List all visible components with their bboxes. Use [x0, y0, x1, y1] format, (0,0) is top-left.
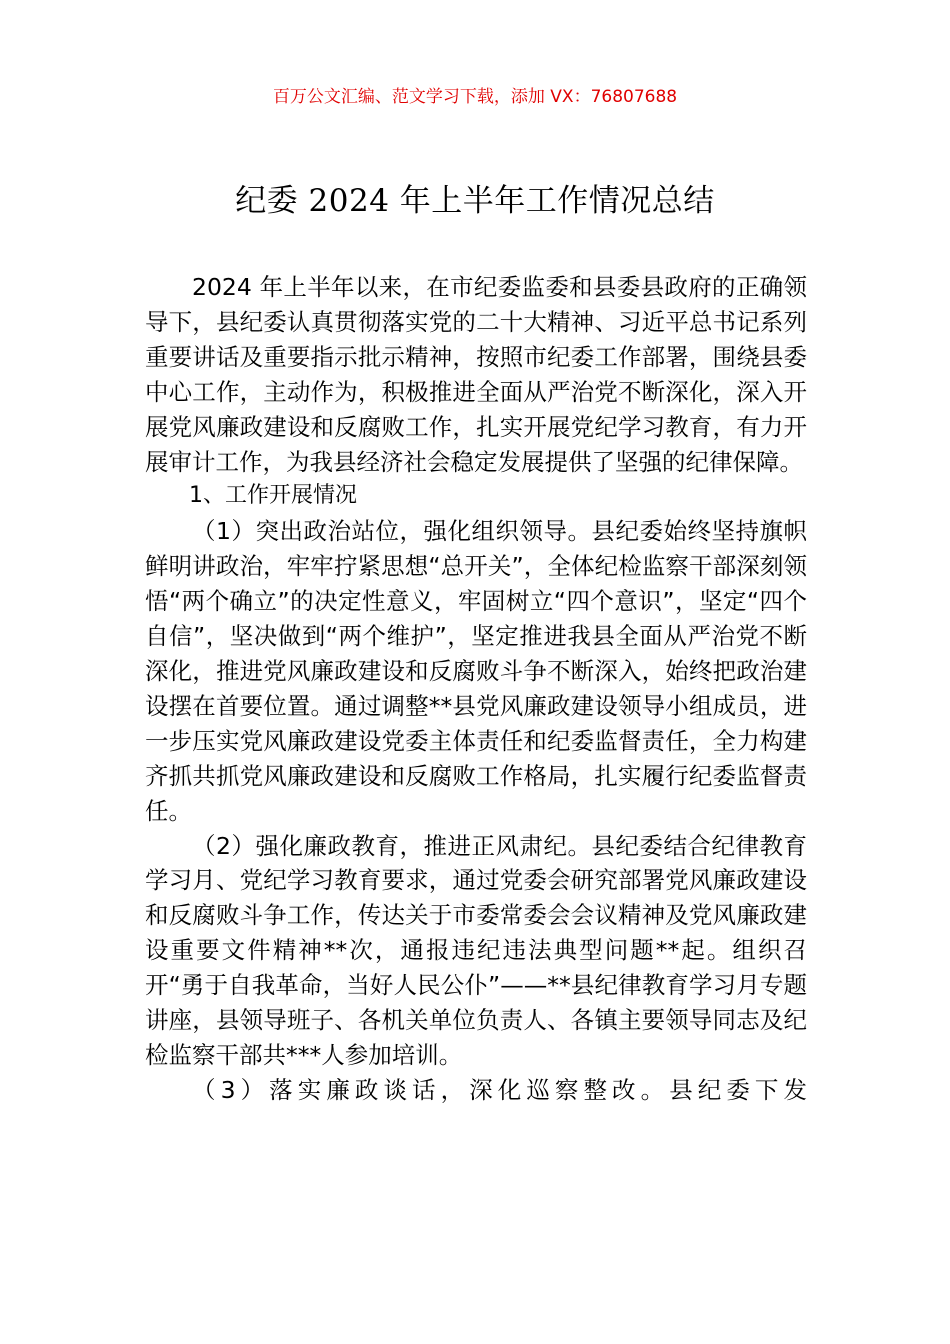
body-paragraph-3: （3）落实廉政谈话，深化巡察整改。县纪委下发 — [192, 1075, 807, 1104]
promo-banner: 百万公文汇编、范文学习下载，添加 VX：76807688 — [272, 87, 678, 107]
intro-paragraph: 2024 年上半年以来，在市纪委监委和县委县政府的正确领导下，县纪委认真贯彻落实党的二十大精神、习近平总书记系列重要讲话及重要指示批示精神，按照市纪委工作部署，围绕县委中心工作，主动作为，积极推进全面从严治党不断深化，深入开展党风廉政建设和反腐败工作，扎实开展党纪学习教育，有力开展审计工作，为我县经济社会稳定发展提供了坚强的纪律保障。 — [145, 273, 807, 476]
body-paragraph-1: （1）突出政治站位，强化组织领导。县纪委始终坚持旗帜鲜明讲政治，牢牢拧紧思想“总开关”，全体纪检监察干部深刻领悟“两个确立”的决定性意义，牢固树立“四个意识”，坚定“四个自信”，坚决做到“两个维护”，坚定推进我县全面从严治党不断深化，推进党风廉政建设和反腐败斗争不断深入，始终把政治建设摆在首要位置。通过调整**县党风廉政建设领导小组成员，进一步压实党风廉政建设党委主体责任和纪委监督责任，全力构建齐抓共抓党风廉政建设和反腐败工作格局，扎实履行纪委监督责任。 — [145, 517, 807, 825]
body-paragraph-2: （2）强化廉政教育，推进正风肃纪。县纪委结合纪律教育学习月、党纪学习教育要求，通过党委会研究部署党风廉政建设和反腐败斗争工作，传达关于市委常委会会议精神及党风廉政建设重要文件精神**次，通报违纪违法典型问题**起。组织召开“勇于自我革命，当好人民公仆”——**县纪律教育学习月专题讲座，县领导班子、各机关单位负责人、各镇主要领导同志及纪检监察干部共***人参加培训。 — [145, 831, 807, 1069]
document-body — [145, 270, 807, 1108]
section-heading: 1、工作开展情况 — [189, 483, 357, 509]
document-title: 纪委 2024 年上半年工作情况总结 — [235, 183, 715, 219]
